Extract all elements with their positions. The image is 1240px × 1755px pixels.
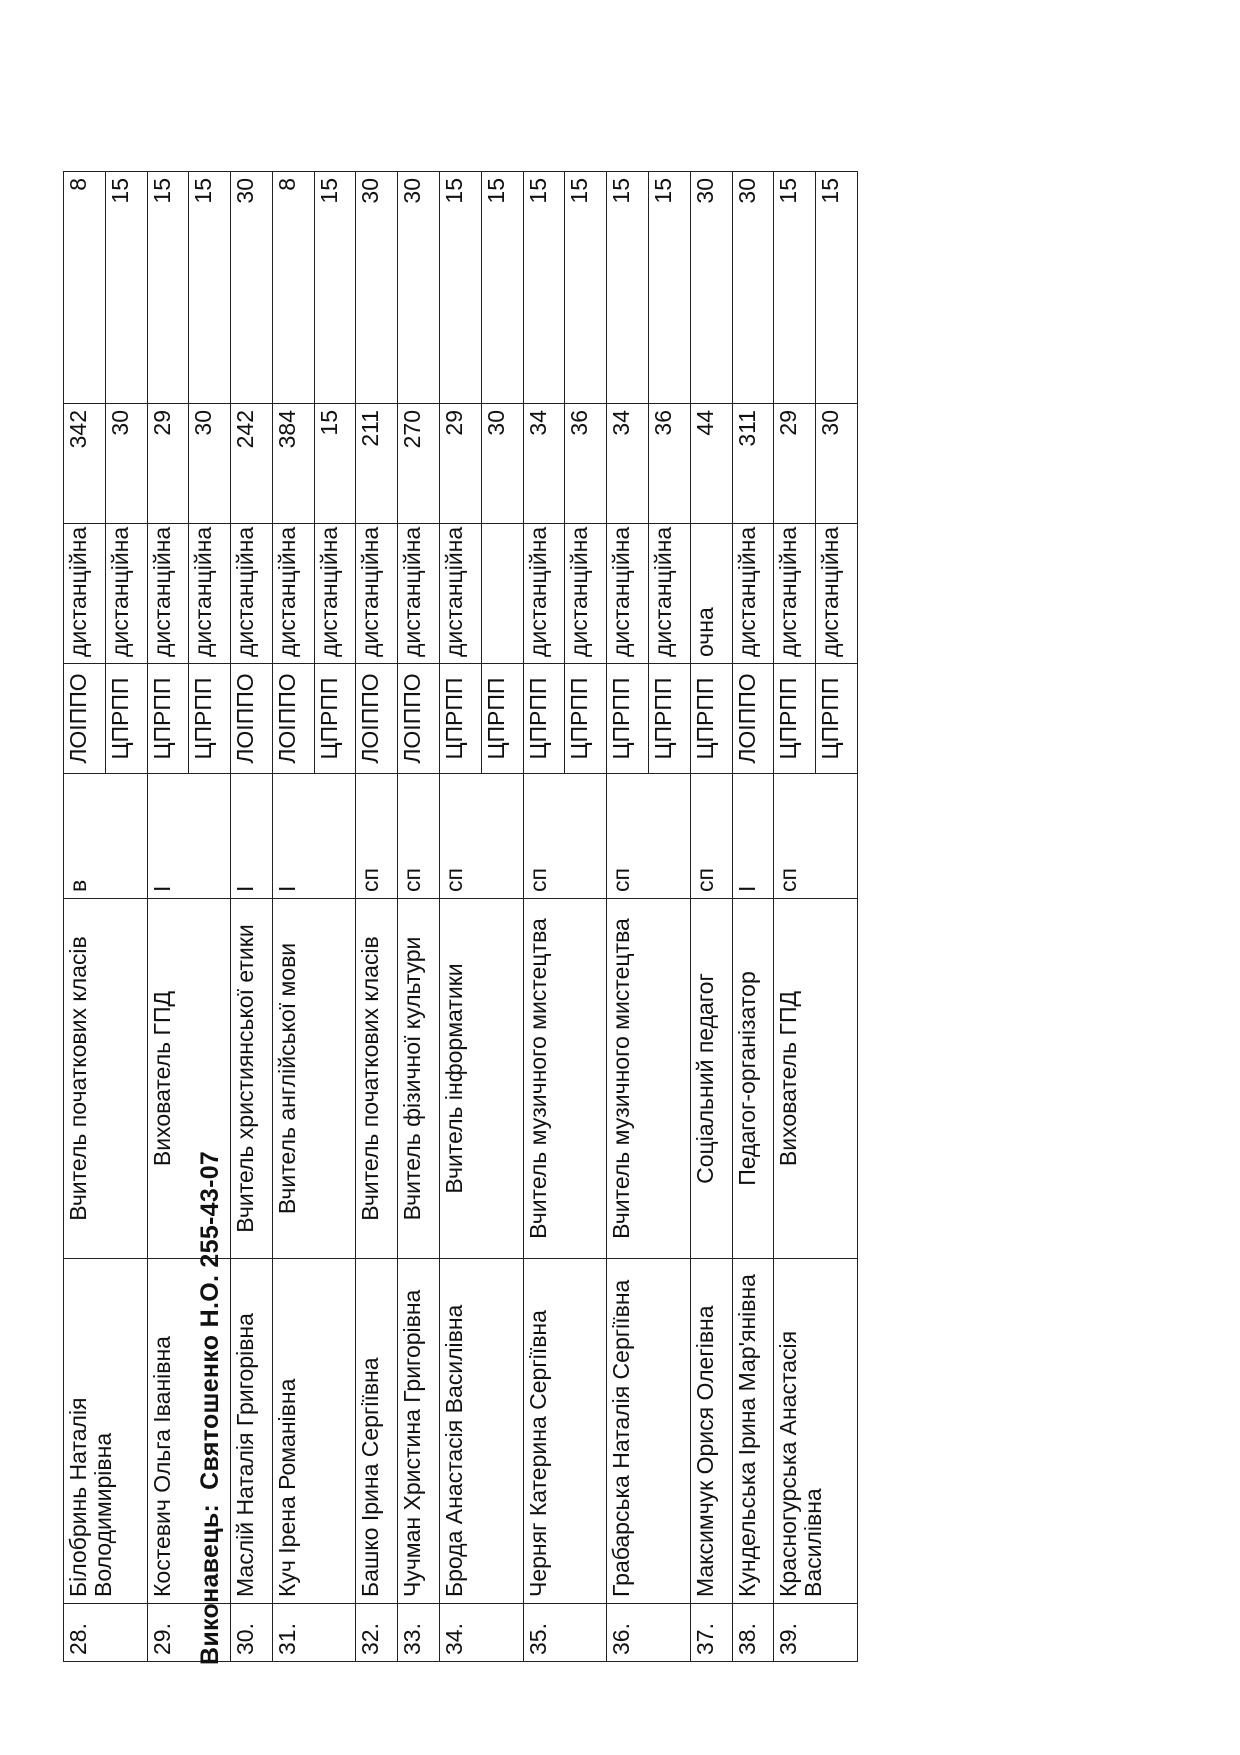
employee-position: Педагог-організатор [732,899,774,1259]
training-organization: ЦПРПП [147,664,189,774]
table-row [607,172,649,1662]
qualification-category: сп [774,774,858,899]
row-number: 29. [147,1604,231,1662]
training-credits: 15 [816,172,858,404]
employee-name: Максимчук Орися Олегівна [690,1259,732,1604]
training-credits: 8 [64,172,106,404]
training-organization: ЦПРПП [481,664,523,774]
training-credits: 15 [105,172,147,404]
training-form: дистанційна [565,524,607,664]
qualification-category: сп [398,774,440,899]
training-form: дистанційна [440,524,482,664]
training-hours: 242 [231,404,273,524]
training-organization: ЛОІППО [231,664,273,774]
training-organization: ЦПРПП [690,664,732,774]
qualification-category: І [231,774,273,899]
table-row [272,172,314,1662]
employee-position: Вчитель християнської етики [231,899,273,1259]
employee-name: Башко Ірина Сергіївна [356,1259,398,1604]
training-hours: 30 [481,404,523,524]
qualification-category: І [147,774,231,899]
qualification-category: сп [523,774,607,899]
training-organization: ЦПРПП [105,664,147,774]
training-organization: ЦПРПП [565,664,607,774]
table-row [356,172,398,1662]
training-form: дистанційна [523,524,565,664]
training-form: дистанційна [607,524,649,664]
training-organization: ЦПРПП [189,664,231,774]
training-form: очна [690,524,732,664]
employee-position: Вчитель музичного мистецтва [607,899,691,1259]
qualification-category: в [64,774,148,899]
training-hours: 29 [147,404,189,524]
training-hours: 36 [648,404,690,524]
training-organization: ЦПРПП [314,664,356,774]
row-number: 38. [732,1604,774,1662]
training-form: дистанційна [231,524,273,664]
table-body [64,172,858,1662]
training-credits: 15 [607,172,649,404]
qualification-category: сп [607,774,691,899]
employee-position: Вчитель початкових класів [64,899,148,1259]
employee-name: Маслій Наталія Григорівна [231,1259,273,1604]
training-organization: ЦПРПП [440,664,482,774]
employee-position: Вчитель музичного мистецтва [523,899,607,1259]
row-number: 32. [356,1604,398,1662]
training-form: дистанційна [64,524,106,664]
training-form: дистанційна [272,524,314,664]
training-form: дистанційна [314,524,356,664]
training-organization: ЛОІППО [64,664,106,774]
training-organization: ЛОІППО [732,664,774,774]
training-organization: ЦПРПП [648,664,690,774]
qualification-category: сп [440,774,524,899]
table-row [398,172,440,1662]
training-form: дистанційна [147,524,189,664]
training-hours: 44 [690,404,732,524]
executor-label: Виконавець: [196,1503,224,1665]
training-credits: 15 [189,172,231,404]
training-form: дистанційна [356,524,398,664]
qualification-category: сп [690,774,732,899]
training-hours: 311 [732,404,774,524]
row-number: 28. [64,1604,148,1662]
training-credits: 15 [147,172,189,404]
table-row [147,172,189,1662]
training-credits: 30 [732,172,774,404]
employee-position: Соціальний педагог [690,899,732,1259]
training-hours: 29 [440,404,482,524]
employee-name: Брода Анастасія Василівна [440,1259,524,1604]
employee-name: Красногурська Анастасія Василівна [774,1259,858,1604]
employee-name: Черняг Катерина Сергіївна [523,1259,607,1604]
training-hours: 30 [816,404,858,524]
executor-name-phone: Святошенко Н.О. 255-43-07 [196,1150,224,1490]
training-organization: ЦПРПП [523,664,565,774]
training-organization: ЦПРПП [774,664,816,774]
training-hours: 34 [523,404,565,524]
qualification-category: сп [356,774,398,899]
qualification-category: І [732,774,774,899]
table-row [440,172,482,1662]
training-organization: ЦПРПП [607,664,649,774]
training-credits: 30 [356,172,398,404]
training-hours: 30 [105,404,147,524]
training-credits: 15 [440,172,482,404]
training-credits: 30 [398,172,440,404]
executor-signature-line [196,1151,225,1665]
row-number: 36. [607,1604,691,1662]
employee-name: Чучман Христина Григорівна [398,1259,440,1604]
table-row [690,172,732,1662]
table-row [774,172,816,1662]
employee-position: Вчитель інформатики [440,899,524,1259]
training-hours: 15 [314,404,356,524]
employee-position: Вчитель фізичної культури [398,899,440,1259]
employee-position: Вихователь ГПД [774,899,858,1259]
training-hours: 384 [272,404,314,524]
training-credits: 15 [774,172,816,404]
training-credits: 15 [523,172,565,404]
training-form: дистанційна [189,524,231,664]
training-credits: 15 [565,172,607,404]
row-number: 35. [523,1604,607,1662]
row-number: 39. [774,1604,858,1662]
training-form: дистанційна [398,524,440,664]
training-hours: 29 [774,404,816,524]
table-row [231,172,273,1662]
training-organization: ЛОІППО [398,664,440,774]
training-hours: 34 [607,404,649,524]
training-form: дистанційна [732,524,774,664]
row-number: 33. [398,1604,440,1662]
training-form: дистанційна [105,524,147,664]
training-credits: 15 [481,172,523,404]
employee-position: Вчитель початкових класів [356,899,398,1259]
employee-name: Кундельська Ірина Мар'янівна [732,1259,774,1604]
training-credits: 15 [648,172,690,404]
row-number: 30. [231,1604,273,1662]
training-form: дистанційна [648,524,690,664]
training-hours: 342 [64,404,106,524]
table-row [64,172,106,1662]
employee-name: Білобринь Наталія Володимирівна [64,1259,148,1604]
row-number: 31. [272,1604,356,1662]
training-hours: 211 [356,404,398,524]
row-number: 37. [690,1604,732,1662]
employee-name: Костевич Ольга Іванівна [147,1259,231,1604]
employee-position: Вихователь ГПД [147,899,231,1259]
row-number: 34. [440,1604,524,1662]
training-form: дистанційна [816,524,858,664]
training-organization: ЛОІППО [272,664,314,774]
table-row [732,172,774,1662]
employee-position: Вчитель англійської мови [272,899,356,1259]
staff-training-table [63,171,858,1662]
training-credits: 15 [314,172,356,404]
training-organization: ЦПРПП [816,664,858,774]
employee-name: Куч Ірена Романівна [272,1259,356,1604]
training-hours: 270 [398,404,440,524]
training-credits: 30 [690,172,732,404]
training-organization: ЛОІППО [356,664,398,774]
table-row [523,172,565,1662]
rotated-table-wrapper [63,172,858,1662]
training-form [481,524,523,664]
training-credits: 8 [272,172,314,404]
training-hours: 36 [565,404,607,524]
qualification-category: І [272,774,356,899]
training-hours: 30 [189,404,231,524]
training-credits: 30 [231,172,273,404]
training-form: дистанційна [774,524,816,664]
employee-name: Грабарська Наталія Сергіївна [607,1259,691,1604]
